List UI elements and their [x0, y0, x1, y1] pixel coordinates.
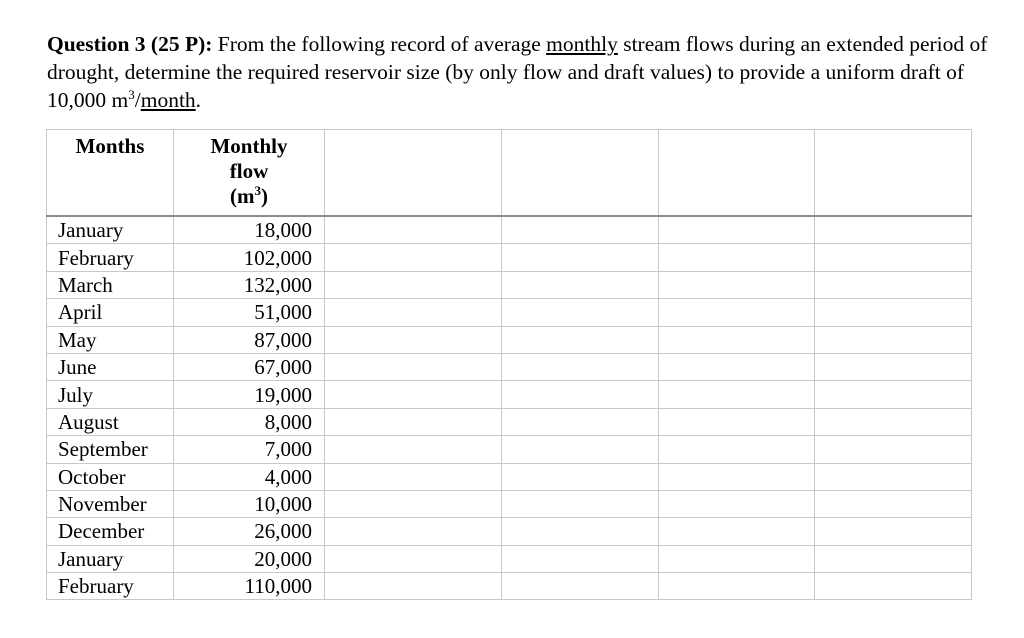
empty-cell: [502, 244, 659, 271]
table-row: [47, 490, 972, 517]
empty-cell: [659, 244, 815, 271]
empty-cell: [325, 381, 502, 408]
empty-header-2: [502, 130, 659, 217]
flow-cell: 110,000: [174, 573, 325, 600]
flow-header-unit-sup: 3: [254, 183, 261, 198]
flow-cell: 26,000: [174, 518, 325, 545]
month-cell: October: [47, 463, 174, 490]
empty-cell: [659, 463, 815, 490]
flow-table: [46, 129, 972, 600]
empty-cell: [502, 408, 659, 435]
flow-header: [174, 130, 325, 217]
empty-cell: [815, 271, 972, 298]
flow-header-unit-close: ): [261, 184, 268, 208]
table-row: [47, 381, 972, 408]
flow-cell: 4,000: [174, 463, 325, 490]
month-cell: April: [47, 299, 174, 326]
empty-cell: [325, 408, 502, 435]
month-cell: July: [47, 381, 174, 408]
flow-header-unit-open: (m: [230, 184, 255, 208]
empty-cell: [325, 353, 502, 380]
month-cell: February: [47, 244, 174, 271]
table-row: [47, 326, 972, 353]
month-cell: December: [47, 518, 174, 545]
empty-cell: [502, 518, 659, 545]
flow-cell: 7,000: [174, 436, 325, 463]
flow-cell: 67,000: [174, 353, 325, 380]
empty-cell: [659, 326, 815, 353]
empty-header-4: [815, 130, 972, 217]
table-row: [47, 271, 972, 298]
empty-cell: [815, 326, 972, 353]
table-row: [47, 216, 972, 244]
empty-cell: [502, 490, 659, 517]
empty-cell: [815, 436, 972, 463]
empty-cell: [502, 381, 659, 408]
question-text-part2: stream flows during an extended period of drought, determine the required reservoir size (by only flow and draft values) to provide a uniform draft of 10,000 m: [47, 32, 988, 112]
empty-cell: [815, 463, 972, 490]
empty-cell: [659, 490, 815, 517]
month-cell: March: [47, 271, 174, 298]
empty-cell: [325, 573, 502, 600]
unit-slash: /: [134, 88, 141, 112]
table-row: [47, 573, 972, 600]
table-row: [47, 299, 972, 326]
question-label: Question 3 (25 P):: [47, 32, 213, 56]
empty-cell: [502, 299, 659, 326]
empty-cell: [815, 299, 972, 326]
table-row: [47, 518, 972, 545]
empty-cell: [325, 216, 502, 244]
question-text: [47, 30, 1007, 114]
table-row: [47, 353, 972, 380]
flow-header-line2: flow: [229, 159, 269, 183]
empty-cell: [815, 573, 972, 600]
empty-cell: [659, 216, 815, 244]
table-row: [47, 244, 972, 271]
month-cell: September: [47, 436, 174, 463]
flow-cell: 18,000: [174, 216, 325, 244]
table-row: [47, 436, 972, 463]
month-cell: June: [47, 353, 174, 380]
month-cell: August: [47, 408, 174, 435]
empty-cell: [325, 436, 502, 463]
empty-cell: [325, 545, 502, 572]
empty-cell: [325, 490, 502, 517]
table-row: [47, 545, 972, 572]
flow-cell: 51,000: [174, 299, 325, 326]
header-row: [47, 130, 972, 217]
empty-cell: [815, 216, 972, 244]
empty-cell: [815, 408, 972, 435]
empty-cell: [502, 545, 659, 572]
empty-cell: [659, 436, 815, 463]
empty-header-3: [659, 130, 815, 217]
flow-cell: 132,000: [174, 271, 325, 298]
empty-cell: [815, 545, 972, 572]
empty-cell: [659, 299, 815, 326]
flow-cell: 20,000: [174, 545, 325, 572]
flow-cell: 19,000: [174, 381, 325, 408]
month-cell: November: [47, 490, 174, 517]
table-row: [47, 463, 972, 490]
flow-cell: 8,000: [174, 408, 325, 435]
empty-cell: [502, 216, 659, 244]
empty-header-1: [325, 130, 502, 217]
underlined-monthly: monthly: [546, 32, 618, 56]
empty-cell: [815, 381, 972, 408]
empty-cell: [502, 353, 659, 380]
table-body: [47, 216, 972, 600]
empty-cell: [502, 573, 659, 600]
empty-cell: [815, 353, 972, 380]
empty-cell: [659, 271, 815, 298]
empty-cell: [325, 326, 502, 353]
month-cell: May: [47, 326, 174, 353]
empty-cell: [325, 299, 502, 326]
empty-cell: [325, 271, 502, 298]
empty-cell: [815, 244, 972, 271]
empty-cell: [325, 463, 502, 490]
empty-cell: [659, 573, 815, 600]
empty-cell: [815, 490, 972, 517]
table-row: [47, 408, 972, 435]
months-header: Months: [47, 130, 174, 217]
empty-cell: [502, 436, 659, 463]
empty-cell: [502, 326, 659, 353]
empty-cell: [659, 545, 815, 572]
empty-cell: [659, 381, 815, 408]
flow-cell: 102,000: [174, 244, 325, 271]
month-cell: January: [47, 216, 174, 244]
empty-cell: [815, 518, 972, 545]
flow-cell: 10,000: [174, 490, 325, 517]
empty-cell: [325, 244, 502, 271]
unit-superscript: 3: [128, 86, 135, 102]
question-text-part1: From the following record of average: [212, 32, 547, 56]
underlined-month: month: [140, 88, 196, 112]
empty-cell: [502, 271, 659, 298]
question-end: .: [195, 88, 202, 112]
flow-header-line1: Monthly: [210, 134, 288, 158]
empty-cell: [325, 518, 502, 545]
empty-cell: [659, 353, 815, 380]
flow-cell: 87,000: [174, 326, 325, 353]
empty-cell: [502, 463, 659, 490]
empty-cell: [659, 408, 815, 435]
month-cell: February: [47, 573, 174, 600]
month-cell: January: [47, 545, 174, 572]
empty-cell: [659, 518, 815, 545]
